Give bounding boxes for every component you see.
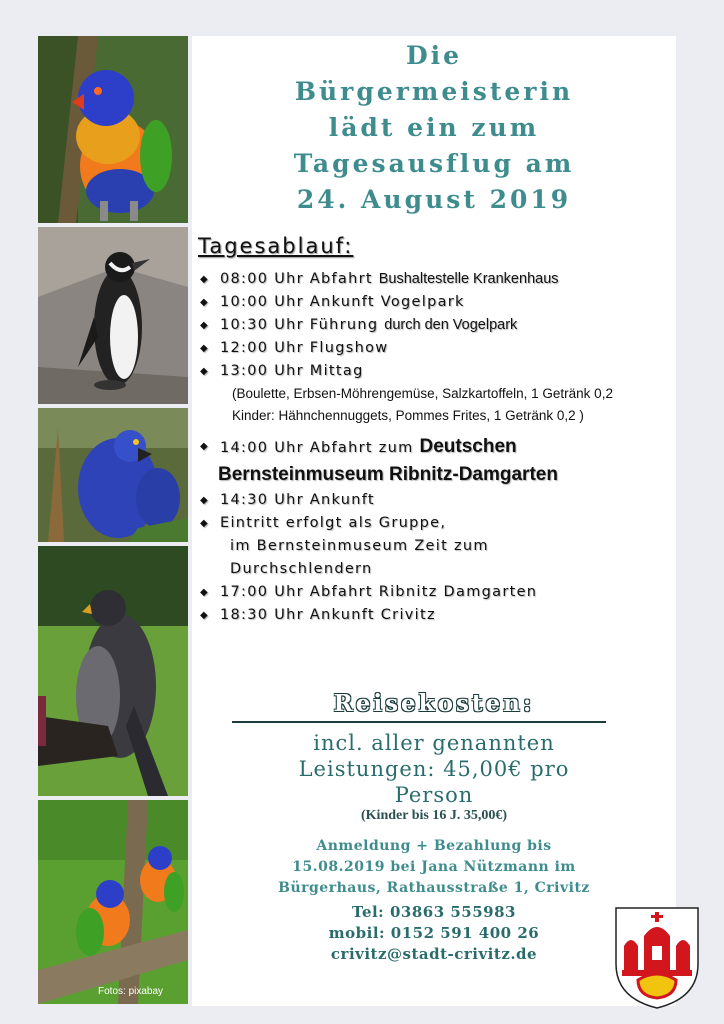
schedule-time: 18:30 Uhr Ankunft Crivitz: [220, 607, 436, 623]
title-line: lädt ein zum: [328, 113, 540, 142]
signup-line: Bürgerhaus, Rathausstraße 1, Crivitz: [278, 880, 590, 896]
costs-heading: Reisekosten:: [333, 690, 535, 717]
schedule-time: 17:00 Uhr Abfahrt Ribnitz Damgarten: [220, 584, 538, 600]
schedule-item: [198, 512, 676, 535]
schedule-item: [198, 433, 676, 461]
schedule-text: Durchschlendern: [230, 561, 373, 577]
bullet-icon: ◆: [200, 366, 209, 377]
title-date: 24. August 2019: [296, 185, 572, 214]
costs-text: [192, 730, 676, 808]
schedule-time: 10:00 Uhr Ankunft Vogelpark: [220, 294, 465, 310]
schedule-item: [198, 604, 676, 627]
signup-line: Anmeldung + Bezahlung bis: [316, 838, 552, 854]
photo-credit: Fotos: pixabay: [98, 986, 164, 997]
bullet-icon: ◆: [200, 343, 209, 354]
schedule-time: 10:30 Uhr Führung: [220, 317, 379, 333]
signup-line: 15.08.2019 bei Jana Nützmann im: [292, 859, 576, 875]
bullet-icon: ◆: [200, 297, 209, 308]
photo-eagle: [38, 546, 188, 796]
lunch-adult-menu: (Boulette, Erbsen-Möhrengemüse, Salzkartoffeln, 1 Getränk 0,2: [232, 386, 613, 401]
schedule-item: [198, 337, 676, 360]
schedule-item: [198, 581, 676, 604]
schedule-time: 12:00 Uhr Flugshow: [220, 340, 389, 356]
museum-name: Bernsteinmuseum Ribnitz-Damgarten: [218, 464, 558, 485]
schedule-text: Eintritt erfolgt als Gruppe,: [220, 515, 447, 531]
contact-mobile: mobil: 0152 591 400 26: [328, 924, 540, 942]
kids-price: (Kinder bis 16 J. 35,00€): [361, 808, 507, 823]
title-line: Tagesausflug am: [293, 149, 575, 178]
schedule-item: [198, 360, 676, 383]
photo-hyacinth-macaws: [38, 408, 188, 542]
signup-info: [192, 836, 676, 899]
bullet-icon: ◆: [200, 274, 209, 285]
schedule-time: 13:00 Uhr Mittag: [220, 363, 364, 379]
schedule-item: [198, 489, 676, 512]
contact-email[interactable]: crivitz@stadt-crivitz.de: [330, 945, 538, 963]
photo-penguin: [38, 227, 188, 404]
bullet-icon: ◆: [200, 495, 209, 506]
contact-info: [192, 902, 676, 965]
costs-line: incl. aller genannten: [313, 731, 555, 755]
title-line: Die: [405, 41, 463, 70]
schedule-time: 14:00 Uhr Abfahrt zum: [220, 440, 414, 456]
photo-lorikeets-pair: [38, 800, 188, 1004]
schedule-list: [198, 268, 676, 627]
schedule-heading: Tagesablauf:: [198, 234, 354, 258]
schedule-detail: durch den Vogelpark: [384, 317, 518, 333]
invitation-title: [196, 38, 672, 218]
bullet-icon: ◆: [200, 320, 209, 331]
schedule-item: [198, 291, 676, 314]
schedule-time: 14:30 Uhr Ankunft: [220, 492, 375, 508]
contact-phone: Tel: 03863 555983: [352, 903, 516, 921]
crivitz-coat-of-arms-icon: [614, 906, 700, 1010]
costs-line: Leistungen: 45,00€ pro: [298, 757, 570, 781]
lunch-kids-menu: Kinder: Hähnchennuggets, Pommes Frites, 1 Getränk 0,2 ): [232, 408, 584, 423]
photo-lorikeet: [38, 36, 188, 223]
bullet-icon: ◆: [200, 610, 209, 621]
schedule-time: 08:00 Uhr Abfahrt: [220, 271, 373, 287]
bullet-icon: ◆: [200, 441, 209, 452]
bullet-icon: ◆: [200, 518, 209, 529]
schedule-item: [198, 314, 676, 337]
schedule-detail: Bushaltestelle Krankenhaus: [378, 271, 559, 287]
costs-line: Person: [394, 783, 474, 807]
costs-heading-underline: [232, 721, 606, 723]
schedule-text: im Bernsteinmuseum Zeit zum: [230, 538, 489, 554]
schedule-item: [198, 268, 676, 291]
bullet-icon: ◆: [200, 587, 209, 598]
museum-name: Deutschen: [419, 436, 517, 457]
museum-name-line: [198, 461, 676, 489]
title-line: Bürgermeisterin: [294, 77, 574, 106]
